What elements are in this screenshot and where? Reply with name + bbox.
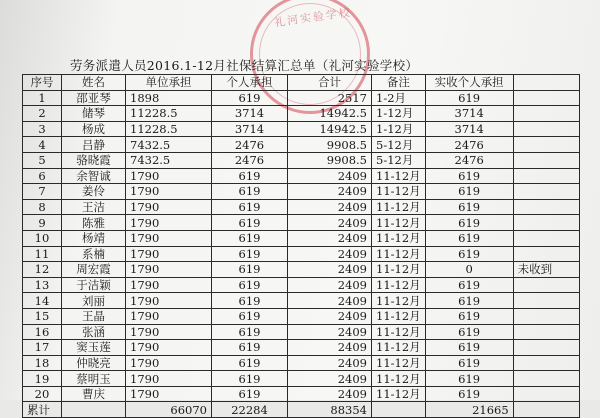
employee-name: 仲晓亮 — [62, 355, 126, 371]
collected-personal-share: 619 — [425, 386, 513, 402]
table-body — [23, 90, 580, 402]
remark: 11-12月 — [372, 371, 426, 387]
remark: 11-12月 — [372, 246, 426, 262]
collection-note — [513, 293, 579, 309]
table-row — [23, 355, 580, 371]
remark: 11-12月 — [372, 199, 426, 215]
table-row — [23, 106, 580, 122]
row-number: 16 — [23, 324, 62, 340]
collection-note — [513, 121, 579, 137]
total-cell — [372, 402, 426, 418]
collection-note — [513, 371, 579, 387]
row-total: 2409 — [288, 230, 372, 246]
collected-personal-share: 3714 — [425, 121, 513, 137]
remark: 1-12月 — [372, 106, 426, 122]
row-total: 2409 — [288, 277, 372, 293]
row-number: 15 — [23, 308, 62, 324]
employee-name: 曹庆 — [62, 386, 126, 402]
collected-personal-share: 619 — [425, 168, 513, 184]
collection-note: 未收到 — [513, 262, 579, 278]
total-cell: 22284 — [212, 402, 288, 418]
row-total: 14942.5 — [288, 121, 372, 137]
header-cell: 合计 — [288, 75, 372, 91]
unit-share: 7432.5 — [126, 152, 212, 168]
unit-share: 1790 — [126, 262, 212, 278]
row-total: 14942.5 — [288, 106, 372, 122]
header-cell: 备注 — [372, 75, 426, 91]
personal-share: 3714 — [212, 121, 288, 137]
collected-personal-share: 619 — [425, 184, 513, 200]
collection-note — [513, 90, 579, 106]
unit-share: 1790 — [126, 199, 212, 215]
collection-note — [513, 277, 579, 293]
unit-share: 1790 — [126, 293, 212, 309]
collection-note — [513, 324, 579, 340]
row-number: 17 — [23, 340, 62, 356]
unit-share: 1790 — [126, 386, 212, 402]
row-total: 2409 — [288, 308, 372, 324]
remark: 11-12月 — [372, 230, 426, 246]
personal-share: 3714 — [212, 106, 288, 122]
employee-name: 周宏霞 — [62, 262, 126, 278]
row-number: 4 — [23, 137, 62, 153]
personal-share: 619 — [212, 371, 288, 387]
total-cell — [513, 402, 579, 418]
row-total: 2409 — [288, 386, 372, 402]
row-number: 10 — [23, 230, 62, 246]
row-total: 9908.5 — [288, 152, 372, 168]
personal-share: 619 — [212, 293, 288, 309]
header-cell: 个人承担 — [212, 75, 288, 91]
table-row — [23, 168, 580, 184]
unit-share: 1790 — [126, 277, 212, 293]
collected-personal-share: 619 — [425, 293, 513, 309]
row-number: 5 — [23, 152, 62, 168]
personal-share: 619 — [212, 386, 288, 402]
remark: 5-12月 — [372, 152, 426, 168]
row-number: 12 — [23, 262, 62, 278]
table-row — [23, 340, 580, 356]
collected-personal-share: 2476 — [425, 152, 513, 168]
employee-name: 杨成 — [62, 121, 126, 137]
unit-share: 1790 — [126, 371, 212, 387]
table-row — [23, 199, 580, 215]
remark: 11-12月 — [372, 324, 426, 340]
remark: 11-12月 — [372, 262, 426, 278]
employee-name: 储琴 — [62, 106, 126, 122]
table-row — [23, 152, 580, 168]
row-total: 2409 — [288, 199, 372, 215]
table-row — [23, 308, 580, 324]
table-row — [23, 277, 580, 293]
collection-note — [513, 340, 579, 356]
collection-note — [513, 246, 579, 262]
collected-personal-share: 619 — [425, 340, 513, 356]
table-row — [23, 293, 580, 309]
personal-share: 2476 — [212, 152, 288, 168]
personal-share: 619 — [212, 168, 288, 184]
employee-name: 王洁 — [62, 199, 126, 215]
table-row — [23, 184, 580, 200]
unit-share: 1790 — [126, 215, 212, 231]
collected-personal-share: 619 — [425, 277, 513, 293]
remark: 11-12月 — [372, 277, 426, 293]
personal-share: 619 — [212, 199, 288, 215]
row-number: 7 — [23, 184, 62, 200]
table-row — [23, 230, 580, 246]
employee-name: 系楠 — [62, 246, 126, 262]
employee-name: 窦玉莲 — [62, 340, 126, 356]
unit-share: 1790 — [126, 230, 212, 246]
row-total: 2409 — [288, 371, 372, 387]
table-row — [23, 324, 580, 340]
seal-text: 礼河实验学校 — [273, 5, 353, 30]
personal-share: 619 — [212, 355, 288, 371]
collected-personal-share: 619 — [425, 324, 513, 340]
table-row — [23, 215, 580, 231]
collected-personal-share: 619 — [425, 371, 513, 387]
row-number: 14 — [23, 293, 62, 309]
remark: 11-12月 — [372, 168, 426, 184]
row-total: 2409 — [288, 246, 372, 262]
personal-share: 619 — [212, 90, 288, 106]
remark: 1-12月 — [372, 121, 426, 137]
table-row — [23, 121, 580, 137]
remark: 11-12月 — [372, 308, 426, 324]
header-cell: 单位承担 — [126, 75, 212, 91]
unit-share: 7432.5 — [126, 137, 212, 153]
collected-personal-share: 619 — [425, 199, 513, 215]
collected-personal-share: 3714 — [425, 106, 513, 122]
total-cell — [62, 402, 126, 418]
employee-name: 骆晓霞 — [62, 152, 126, 168]
total-cell: 66070 — [126, 402, 212, 418]
unit-share: 1790 — [126, 340, 212, 356]
collection-note — [513, 199, 579, 215]
header-cell: 序号 — [23, 75, 62, 91]
collection-note — [513, 308, 579, 324]
row-number: 2 — [23, 106, 62, 122]
unit-share: 1790 — [126, 184, 212, 200]
collected-personal-share: 619 — [425, 308, 513, 324]
collected-personal-share: 619 — [425, 215, 513, 231]
collected-personal-share: 0 — [425, 262, 513, 278]
remark: 11-12月 — [372, 386, 426, 402]
collection-note — [513, 152, 579, 168]
header-cell: 实收个人承担 — [425, 75, 513, 91]
unit-share: 11228.5 — [126, 121, 212, 137]
collection-note — [513, 184, 579, 200]
unit-share: 11228.5 — [126, 106, 212, 122]
table-row — [23, 90, 580, 106]
employee-name: 吕静 — [62, 137, 126, 153]
row-total: 2409 — [288, 355, 372, 371]
personal-share: 619 — [212, 308, 288, 324]
row-number: 13 — [23, 277, 62, 293]
employee-name: 于洁颖 — [62, 277, 126, 293]
row-number: 3 — [23, 121, 62, 137]
row-number: 6 — [23, 168, 62, 184]
unit-share: 1790 — [126, 308, 212, 324]
employee-name: 张涵 — [62, 324, 126, 340]
collected-personal-share: 2476 — [425, 137, 513, 153]
row-number: 1 — [23, 90, 62, 106]
settlement-table — [22, 74, 580, 418]
employee-name: 姜伶 — [62, 184, 126, 200]
collection-note — [513, 230, 579, 246]
table-row — [23, 246, 580, 262]
remark: 11-12月 — [372, 184, 426, 200]
unit-share: 1790 — [126, 324, 212, 340]
remark: 11-12月 — [372, 293, 426, 309]
personal-share: 619 — [212, 215, 288, 231]
row-number: 18 — [23, 355, 62, 371]
total-cell: 88354 — [288, 402, 372, 418]
row-number: 8 — [23, 199, 62, 215]
row-number: 19 — [23, 371, 62, 387]
personal-share: 619 — [212, 324, 288, 340]
header-cell: 姓名 — [62, 75, 126, 91]
collected-personal-share: 619 — [425, 90, 513, 106]
row-total: 2409 — [288, 340, 372, 356]
row-total: 2409 — [288, 324, 372, 340]
personal-share: 619 — [212, 246, 288, 262]
collection-note — [513, 355, 579, 371]
row-total: 2409 — [288, 262, 372, 278]
total-cell: 21665 — [425, 402, 513, 418]
header-cell — [513, 75, 579, 91]
collected-personal-share: 619 — [425, 230, 513, 246]
total-label: 累计 — [23, 402, 62, 418]
collected-personal-share: 619 — [425, 355, 513, 371]
row-number: 9 — [23, 215, 62, 231]
personal-share: 619 — [212, 262, 288, 278]
personal-share: 619 — [212, 340, 288, 356]
row-number: 11 — [23, 246, 62, 262]
collection-note — [513, 137, 579, 153]
collection-note — [513, 168, 579, 184]
row-total: 2409 — [288, 168, 372, 184]
employee-name: 邵亚琴 — [62, 90, 126, 106]
unit-share: 1898 — [126, 90, 212, 106]
unit-share: 1790 — [126, 168, 212, 184]
total-row — [23, 402, 580, 418]
employee-name: 刘丽 — [62, 293, 126, 309]
employee-name: 王晶 — [62, 308, 126, 324]
unit-share: 1790 — [126, 355, 212, 371]
document-title: 劳务派遣人员2016.1-12月社保结算汇总单（礼河实验学校） — [70, 58, 419, 73]
remark: 11-12月 — [372, 340, 426, 356]
row-total: 9908.5 — [288, 137, 372, 153]
table-header-row — [23, 75, 580, 91]
employee-name: 杨靖 — [62, 230, 126, 246]
personal-share: 619 — [212, 230, 288, 246]
row-total: 2409 — [288, 293, 372, 309]
collection-note — [513, 106, 579, 122]
collection-note — [513, 215, 579, 231]
row-total: 2517 — [288, 90, 372, 106]
unit-share: 1790 — [126, 246, 212, 262]
row-total: 2409 — [288, 184, 372, 200]
table-row — [23, 137, 580, 153]
collected-personal-share: 619 — [425, 246, 513, 262]
personal-share: 619 — [212, 184, 288, 200]
remark: 1-2月 — [372, 90, 426, 106]
employee-name: 余智诚 — [62, 168, 126, 184]
personal-share: 619 — [212, 277, 288, 293]
remark: 5-12月 — [372, 137, 426, 153]
employee-name: 陈雅 — [62, 215, 126, 231]
row-total: 2409 — [288, 215, 372, 231]
row-number: 20 — [23, 386, 62, 402]
remark: 11-12月 — [372, 215, 426, 231]
table-row — [23, 262, 580, 278]
table-row — [23, 371, 580, 387]
personal-share: 2476 — [212, 137, 288, 153]
employee-name: 蔡明玉 — [62, 371, 126, 387]
remark: 11-12月 — [372, 355, 426, 371]
